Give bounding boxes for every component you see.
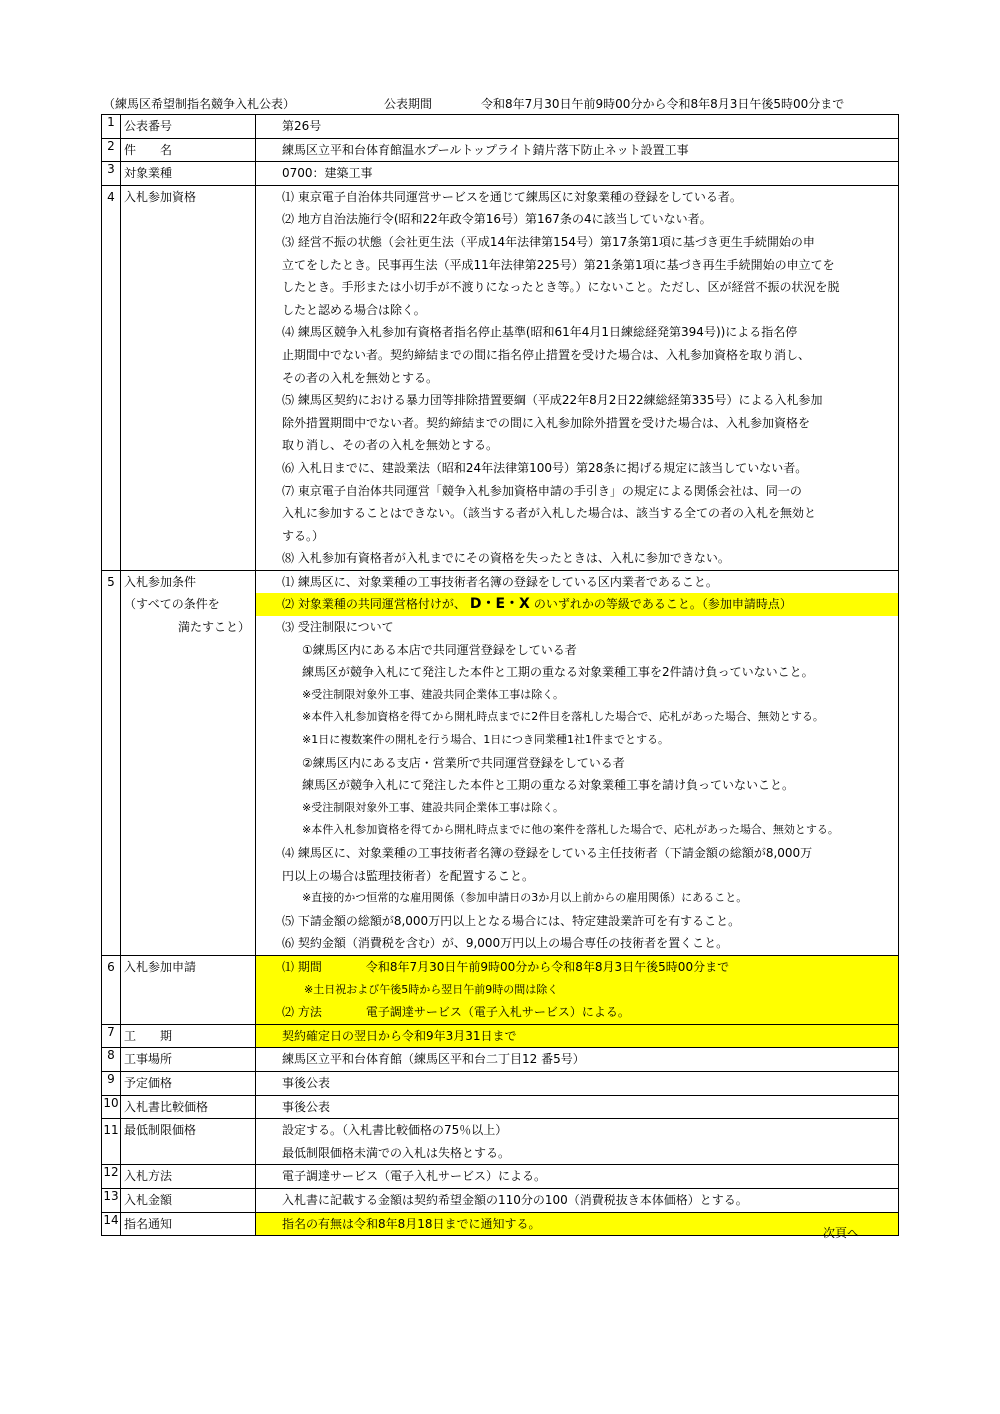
row-6 bbox=[102, 955, 899, 1024]
text-line: したとき。手形または小切手が不渡りになったとき等。）にないこと。ただし、区が経営不振の状況を脱 bbox=[282, 280, 840, 295]
row-value bbox=[256, 185, 899, 570]
period-value: 令和8年7月30日午前9時00分から令和8年8月3日午後5時00分まで bbox=[481, 97, 845, 111]
row-5 bbox=[102, 570, 899, 955]
row-value: 練馬区立平和台体育館（練馬区平和台二丁目12 番5号） bbox=[256, 1048, 899, 1072]
text-line: ⑴ 東京電子自治体共同運営サービスを通じて練馬区に対象業種の登録をしている者。 bbox=[282, 189, 742, 204]
row-label: 工事場所 bbox=[121, 1048, 256, 1072]
row-13 bbox=[102, 1188, 899, 1212]
grade-letters: D・E・X bbox=[469, 596, 530, 613]
text-line: ⑷ 練馬区に、対象業種の工事技術者名簿の登録をしている主任技術者（下請金額の総額が8,000万 bbox=[282, 846, 813, 860]
row-value: 電子調達サービス（電子入札サービス）による。 bbox=[256, 1165, 899, 1189]
row-1 bbox=[102, 115, 899, 139]
text-line: ⑹ 入札日までに、建設業法（昭和24年法律第100号）第28条に掲げる規定に該当していない者。 bbox=[282, 460, 808, 475]
row-number: 6 bbox=[102, 955, 121, 1024]
text-line: ⑵ 地方自治法施行令(昭和22年政令第16号）第167条の4に該当していない者。 bbox=[282, 212, 712, 227]
row-number: 2 bbox=[102, 138, 121, 162]
text-line: ⑵ 方法 電子調達サービス（電子入札サービス）による。 bbox=[282, 1005, 630, 1020]
row-label: 対象業種 bbox=[121, 162, 256, 186]
text-line: ⑷ 練馬区競争入札参加有資格者指名停止基準(昭和61年4月1日練総経発第394号))による指名停 bbox=[282, 325, 798, 340]
text-line: 入札に参加することはできない。（該当する者が入札した場合は、該当する全ての者の入札を無効と bbox=[282, 506, 817, 521]
row-value: 指名の有無は令和8年8月18日までに通知する。 bbox=[256, 1212, 899, 1236]
text-line: 取り消し、その者の入札を無効とする。 bbox=[282, 438, 499, 453]
text-line: したと認める場合は除く。 bbox=[282, 302, 426, 317]
row-label: 入札参加資格 bbox=[121, 185, 256, 570]
row-number: 8 bbox=[102, 1048, 121, 1072]
highlighted-line: ⑵ 対象業種の共同運営格付けが、 D・E・X のいずれかの等級であること。（参加申請時点） bbox=[256, 593, 898, 616]
row-number: 9 bbox=[102, 1071, 121, 1095]
text-line: 円以上の場合は監理技術者）を配置すること。 bbox=[282, 868, 535, 883]
text-line: ※土日祝および午後5時から翌日午前9時の間は除く bbox=[304, 982, 559, 996]
text-line: ⑻ 入札参加有資格者が入札までにその資格を失ったときは、入札に参加できない。 bbox=[282, 551, 730, 566]
row-label: 入札方法 bbox=[121, 1165, 256, 1189]
row-value bbox=[256, 955, 899, 1024]
row-value: 第26号 bbox=[256, 115, 899, 139]
text-line: 練馬区が競争入札にて発注した本件と工期の重なる対象業種工事を請け負っていないこと。 bbox=[302, 778, 795, 793]
row-number: 13 bbox=[102, 1188, 121, 1212]
notice-table bbox=[101, 114, 899, 1236]
row-number: 7 bbox=[102, 1024, 121, 1048]
text-line: ⑹ 契約金額（消費税を含む）が、9,000万円以上の場合専任の技術者を置くこと。 bbox=[282, 936, 729, 951]
row-value bbox=[256, 570, 899, 955]
row-4 bbox=[102, 185, 899, 570]
row-10 bbox=[102, 1095, 899, 1119]
row-label: 指名通知 bbox=[121, 1212, 256, 1236]
text-line: その者の入札を無効とする。 bbox=[282, 370, 439, 385]
text-line: ※受注制限対象外工事、建設共同企業体工事は除く。 bbox=[302, 800, 564, 814]
text-line: ※本件入札参加資格を得てから開札時点までに2件目を落札した場合で、応札があった場合、無効とする。 bbox=[302, 710, 824, 724]
text-line: 立てをしたとき。民事再生法（平成11年法律第225号）第21条第1項に基づき再生手続開始の申立てを bbox=[282, 257, 835, 272]
text-line: する。） bbox=[282, 528, 325, 543]
text-line: ⑸ 下請金額の総額が8,000万円以上となる場合には、特定建設業許可を有すること。 bbox=[282, 913, 741, 928]
row-label: 入札参加申請 bbox=[121, 955, 256, 1024]
row-label: 公表番号 bbox=[121, 115, 256, 139]
row-value: 練馬区立平和台体育館温水プールトップライト錆片落下防止ネット設置工事 bbox=[256, 138, 899, 162]
text-line: ⑴ 練馬区に、対象業種の工事技術者名簿の登録をしている区内業者であること。 bbox=[282, 574, 718, 589]
row-number: 5 bbox=[102, 570, 121, 955]
row-number: 3 bbox=[102, 162, 121, 186]
text-line: ⑸ 練馬区契約における暴力団等排除措置要綱（平成22年8月2日22練総経第335号）による入札参加 bbox=[282, 393, 823, 408]
text-line: 止期間中でない者。契約締結までの間に指名停止措置を受けた場合は、入札参加資格を取り消し、 bbox=[282, 347, 811, 362]
text-line: ②練馬区内にある支店・営業所で共同運営登録をしている者 bbox=[302, 755, 625, 770]
row-11 bbox=[102, 1119, 899, 1165]
row-label: 予定価格 bbox=[121, 1071, 256, 1095]
row-label: 入札書比較価格 bbox=[121, 1095, 256, 1119]
row-number: 14 bbox=[102, 1212, 121, 1236]
text-line: ※直接的かつ恒常的な雇用関係（参加申請日の3か月以上前からの雇用関係）にあること。 bbox=[302, 891, 748, 905]
row-number: 1 bbox=[102, 115, 121, 139]
notice-title: （練馬区希望制指名競争入札公表） bbox=[103, 97, 296, 111]
row-label: 入札金額 bbox=[121, 1188, 256, 1212]
row-3 bbox=[102, 162, 899, 186]
text-line: 練馬区が競争入札にて発注した本件と工期の重なる対象業種工事を2件請け負っていないこと。 bbox=[302, 665, 814, 680]
row-value: 契約確定日の翌日から令和9年3月31日まで bbox=[256, 1024, 899, 1048]
row-number: 12 bbox=[102, 1165, 121, 1189]
text-line: ⑴ 期間 令和8年7月30日午前9時00分から令和8年8月3日午後5時00分まで bbox=[282, 959, 730, 974]
next-page-note: 次頁へ bbox=[823, 1226, 860, 1240]
row-14 bbox=[102, 1212, 899, 1236]
row-number: 4 bbox=[102, 185, 121, 570]
text-line: ①練馬区内にある本店で共同運営登録をしている者 bbox=[302, 642, 577, 657]
row-9 bbox=[102, 1071, 899, 1095]
row-8 bbox=[102, 1048, 899, 1072]
row-value: 事後公表 bbox=[256, 1095, 899, 1119]
text-line: 除外措置期間中でない者。契約締結までの間に入札参加除外措置を受けた場合は、入札参加資格を bbox=[282, 415, 811, 430]
notice-header bbox=[103, 95, 898, 113]
row-7 bbox=[102, 1024, 899, 1048]
row-label: 工 期 bbox=[121, 1024, 256, 1048]
text-line: ※1日に複数案件の開札を行う場合、1日につき同業種1社1件までとする。 bbox=[302, 733, 669, 747]
row-12 bbox=[102, 1165, 899, 1189]
row-label: 件 名 bbox=[121, 138, 256, 162]
period-label: 公表期間 bbox=[384, 97, 433, 111]
row-value: 0700：建築工事 bbox=[256, 162, 899, 186]
text-line: ⑶ 経営不振の状態（会社更生法（平成14年法律第154号）第17条第1項に基づき更生手続開始の申 bbox=[282, 234, 815, 249]
text-line: ※受注制限対象外工事、建設共同企業体工事は除く。 bbox=[302, 687, 564, 701]
row-value: 入札書に記載する金額は契約希望金額の110分の100（消費税抜き本体価格）とする。 bbox=[256, 1188, 899, 1212]
row-label: 入札参加条件 （すべての条件を 満たすこと） bbox=[121, 570, 256, 955]
row-value: 事後公表 bbox=[256, 1071, 899, 1095]
row-value: 設定する。（入札書比較価格の75％以上） 最低制限価格未満での入札は失格とする。 bbox=[256, 1119, 899, 1165]
text-line: ⑶ 受注制限について bbox=[282, 620, 394, 635]
row-2 bbox=[102, 138, 899, 162]
row-label: 最低制限価格 bbox=[121, 1119, 256, 1165]
text-line: ⑺ 東京電子自治体共同運営「競争入札参加資格申請の手引き」の規定による関係会社は、同一の bbox=[282, 483, 802, 498]
row-number: 11 bbox=[102, 1119, 121, 1165]
text-line: ※本件入札参加資格を得てから開札時点までに他の案件を落札した場合で、応札があった場合、無効とする。 bbox=[302, 823, 839, 837]
row-number: 10 bbox=[102, 1095, 121, 1119]
